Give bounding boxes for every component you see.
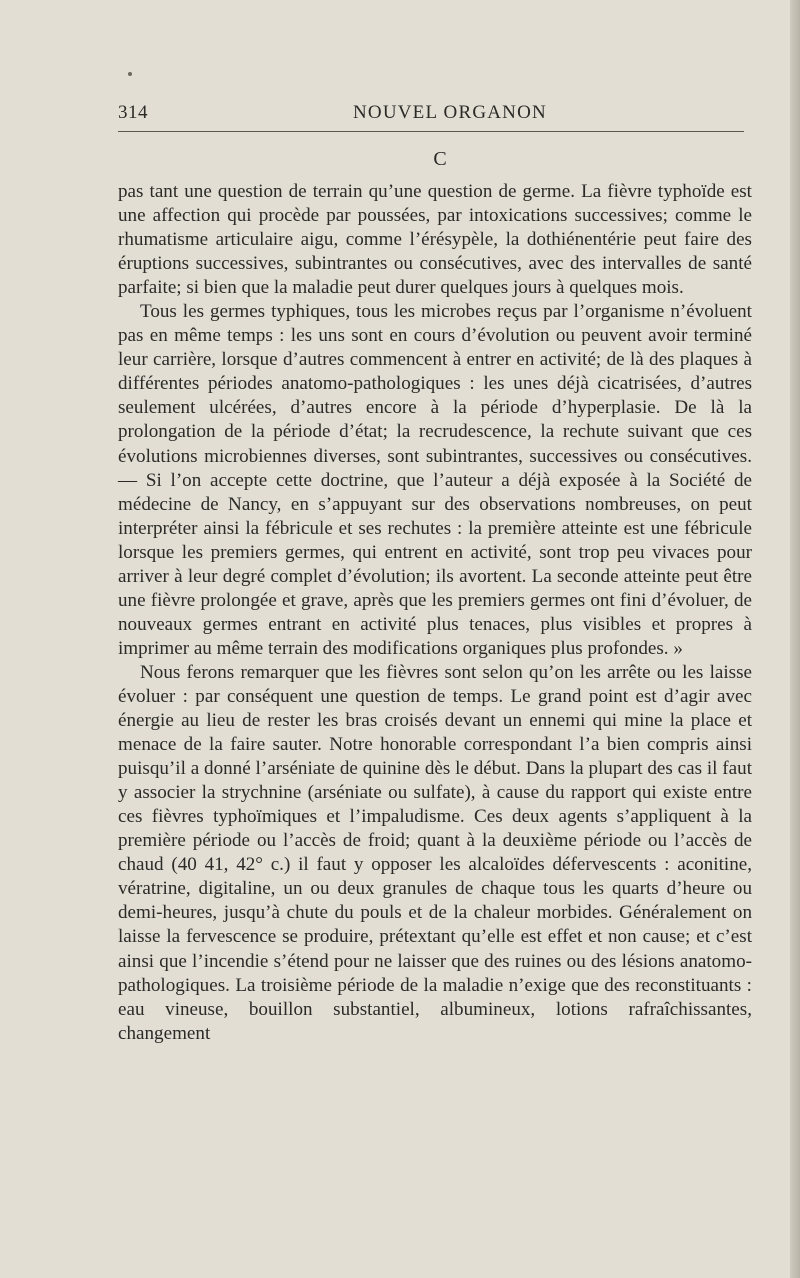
running-title: NOUVEL ORGANON	[353, 102, 547, 123]
page-number: 314	[118, 102, 148, 123]
paragraph: Nous ferons remarquer que les fièvres sont selon qu’on les arrête ou les laisse évoluer : par conséquent une question de temps. Le grand point est d’agir avec énergie au lieu de rester les bras croisés devant un ennemi qui mine la place et menace de la faire sauter. Notre honorable correspondant l’a bien compris ainsi puisqu’il a donné l’arséniate de quinine dès le début. Dans la plupart des cas il faut y associer la strychnine (arséniate ou sulfate), à cause du rapport qui existe entre ces fièvres typhoïmiques et l’impaludisme. Ces deux agents s’appliquent à la première période ou l’accès de froid; quant à la deuxième période ou l’accès de chaud (40 41, 42° c.) il faut y opposer les alcaloïdes défervescents : aconitine, vératrine, digitaline, un ou deux granules de chaque tous les quarts d’heure ou demi-heures, jusqu’à chute du pouls et de la chaleur morbides. Généralement on laisse la fervescence se produire, prétextant qu’elle est effet et non cause; et c’est ainsi que l’incendie s’étend pour ne laisser que des ruines ou des lésions anatomo-pathologiques. La troisième période de la maladie n’exige que des reconstituants : eau vineuse, bouillon substantiel, albumineux, lotions rafraîchissantes, changement	[118, 661, 752, 1044]
header-rule	[118, 131, 744, 132]
page-edge	[790, 0, 800, 1278]
section-letter: C	[433, 148, 447, 170]
paragraph: Tous les germes typhiques, tous les microbes reçus par l’organisme n’évoluent pas en même temps : les uns sont en cours d’évolution ou peuvent avoir terminé leur carrière, lorsque d’autres commencent à entrer en activité; de là des plaques à différentes périodes anatomo-pathologiques : les unes déjà cicatrisées, d’autres seulement ulcérées, d’autres encore à la période d’hyperplasie. De là la prolongation de la période d’état; la recrudescence, la rechute suivant que ces évolutions microbiennes diverses, sont subintrantes, successives ou consécutives. — Si l’on accepte cette doctrine, que l’auteur a déjà exposée à la Société de médecine de Nancy, en s’appuyant sur des observations nombreuses, on peut interpréter ainsi la fébricule et ses rechutes : la première atteinte est une fébricule lorsque les premiers germes, qui entrent en activité, sont trop peu vivaces pour arriver à leur degré complet d’évolution; ils avortent. La seconde atteinte peut être une fièvre prolongée et grave, après que les premiers germes ont fini d’évoluer, de nouveaux germes entrant en activité plus tenaces, plus visibles et propres à imprimer au même terrain des modifications organiques plus profondes. »	[118, 301, 752, 659]
paragraph: pas tant une question de terrain qu’une question de germe. La fièvre typhoïde est une affection qui procède par poussées, par intoxications successives; comme le rhumatisme articulaire aigu, comme l’érésypèle, la dothiénentérie peut faire des éruptions successives, subintrantes ou consécutives, avec des intervalles de santé parfaite; si bien que la maladie peut durer quelques jours à quelques mois.	[118, 181, 752, 299]
paper-speck	[128, 72, 132, 76]
running-head	[118, 102, 688, 126]
body-text	[118, 180, 752, 1046]
